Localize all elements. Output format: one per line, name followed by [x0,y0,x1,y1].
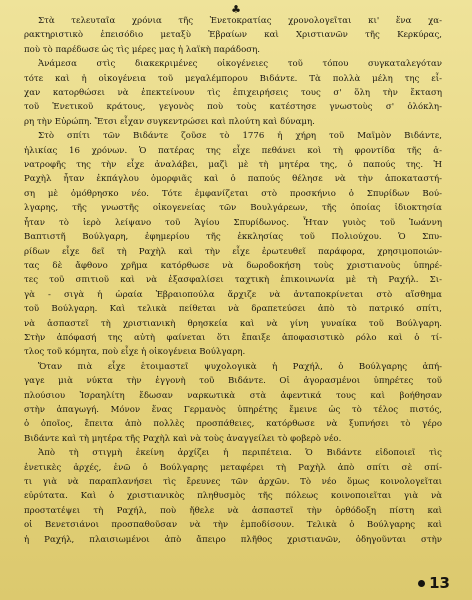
text-line: Βαπτιστῆ Βούλγαρη, ἐφημερίου τῆς ἐκκλησίας τοῦ Πολιούχου. Ὁ Σπυ- [24,232,442,243]
text-line: τι γιὰ νὰ παραπλανήσει τὶς ἔρευνες τῶν ἀρχῶν. Τὸ νέο ὅμως κοινολογεῖται [24,477,442,487]
text-line: τες τοῦ σπιτιοῦ καὶ νὰ ἐξασφαλίσει ταχτικὴ ἐπικοινωνία μὲ τὴ Ραχήλ. Σι- [24,275,442,286]
text-line: Ἀπὸ τὴ στιγμὴ ἐκείνη ἀρχίζει ἡ περιπέτεια. Ὁ Βιδάντε εἰδοποιεῖ τὶς [38,448,442,459]
text-line: ρίδων εἶχε δεῖ τὴ Ραχὴλ καὶ τὴν εἶχε ἐρωτευθεῖ παράφορα, χρησιμοποιών- [24,246,442,257]
text-line: νὰ ἀσπαστεῖ τὴ χριστιανικὴ θρησκεία καὶ νὰ γίνη γυναίκα τοῦ Βούλγαρη. [24,318,442,329]
text-line: τότε καὶ ἡ οἰκογένεια τοῦ μεγαλέμπορου Βιδάντε. Τὰ πολλὰ μέλη της εἶ- [24,73,442,84]
text-line: προστατέψει τὴ Ραχήλ, ποὺ ἤθελε νὰ ἀσπαστεῖ τὴν ὀρθόδοξη πίστη καὶ [24,505,442,516]
text-line: Ραχὴλ ἦταν ἐκπάγλου ὀμορφιᾶς καὶ ὁ παπούς θέλησε νὰ τὴν ἀποκαταστή- [24,174,442,185]
text-line: ἡ Ραχήλ, πλαισιωμένοι ἀπὸ ἄπειρο πλῆθος χριστιανῶν, ὁδηγοῦνται στὴν [24,534,442,545]
text-line: πλούσιου Ἰσραηλίτη ἔδωσαν ναρκωτικὰ στὰ ἀφεντικά τους καὶ βοήθησαν [24,390,442,401]
text-line: ἑνετικὲς ἀρχές, ἐνῶ ὁ Βούλγαρης μεταφέρει τὴ Ραχὴλ ἀπὸ σπίτι σὲ σπί- [24,462,442,473]
body-text [24,14,442,547]
bullet-icon [418,580,425,587]
text-line: οἱ Βενετσιάνοι προσπαθοῦσαν νὰ τὴν ἐμποδίσουν. Τελικὰ ὁ Βούλγαρης καὶ [24,520,442,531]
text-line: τοῦ Ἑνετικοῦ κράτους, γεγονὸς ποὺ τοὺς κατέστησε γνωστοὺς σ' ὁλόκλη- [24,102,442,113]
page-footer [418,574,450,592]
text-line: Στὸ σπίτι τῶν Βιδάντε ζοῦσε τὸ 1776 ἡ χήρη τοῦ Μαϊμὸν Βιδάντε, [38,131,442,142]
text-line: γαγε μιὰ νύκτα τὴν ἐγγονὴ τοῦ Βιδάντε. Οἱ ἀγορασμένοι ὑπηρέτες τοῦ [24,376,442,387]
text-line: ἦταν τὸ ἱερὸ λείψανο τοῦ Ἁγίου Σπυρίδωνος. Ἦταν γυιὸς τοῦ Ἰωάννη [24,217,442,228]
text-line: λγαρης, τῆς γνωστῆς οἰκογενείας τῶν Βουλγάρεων, τῆς ὁποίας ἰδιοκτησία [24,203,442,214]
text-line: τλος τοῦ κόμητα, ποὺ εἶχε ἡ οἰκογένεια Βούλγαρη. [24,347,246,358]
text-line: Ὅταν πιὰ εἶχε ἑτοιμαστεῖ ψυχολογικὰ ἡ Ραχήλ, ὁ Βούλγαρης ἀπή- [38,361,442,372]
text-line: Στὴν ἀπόφασή της αὐτὴ φαίνεται ὅτι ἔπαιξε ἀποφασιστικὸ ρόλο καὶ ὁ τί- [24,332,442,343]
text-line: εὐρύτατα. Καὶ ὁ χριστιανικὸς πληθυσμὸς τῆς πόλεως κοινοποιεῖται γιὰ νὰ [24,491,442,502]
text-line: ρη τὴν Εὐρώπη. Ἔτσι εἶχαν συγκεντρώσει καὶ πλούτη καὶ δύναμη. [24,116,315,127]
text-line: ἡλικίας 16 χρόνων. Ὁ πατέρας της εἶχε πεθάνει κοὶ τὴ φροντίδα τῆς ἀ- [24,145,442,156]
club-ornament-icon: ♣ [231,3,241,16]
text-line: ρακτηριστικὸ ἐπεισόδιο μεταξὺ Ἑβραίων καὶ Χριστιανῶν τῆς Κερκύρας, [24,30,442,41]
text-line: τοῦ Βούλγαρη. Καὶ τελικὰ πείθεται νὰ δραπετεύσει ἀπὸ τὸ πατρικό σπίτι, [24,304,442,315]
text-line: τας δὲ ἄφθονο χρῆμα κατόρθωσε νὰ δωροδοκήση τοὺς χριστιανοὺς ὑπηρέ- [24,260,442,271]
text-line: χαν κατορθώσει νὰ ἐπεκτείνουν τὶς ἐπιχειρήσεις τους σ' ὅλη τὴν ἔκταση [24,88,442,99]
text-line: Στὰ τελευταῖα χρόνια τῆς Ἑνετοκρατίας χρονολογεῖται κι' ἕνα χα- [38,16,442,26]
text-line: Ἀνάμεσα στὶς διακεκριμένες οἰκογένειες τοῦ τόπου συγκαταλεγόταν [38,59,442,70]
text-line: γὰ - σιγὰ ἡ ὡραία Ἑβραιοπούλα ἄρχιζε νὰ ἀνταποκρίνεται στὸ αἴσθημα [24,289,442,300]
text-line: ποὺ τὸ παρέδωσε ὡς τὶς μέρες μας ἡ λαϊκὴ παράδοση. [24,44,261,55]
text-line: ση μὲ ὁμόθρησκο νέο. Τότε ἐμφανίζεται στὸ προσκήνιο ὁ Σπυρίδων Βού- [24,188,442,199]
text-line: ὁ ὁποῖος, ἔπειτα ἀπὸ πολλὲς προσπάθειες, κατόρθωσε νὰ ξυπνήσει τὸ γέρο [24,419,442,430]
page-number: 13 [429,574,450,592]
text-line: στὴν ἀπαγωγή. Μόνον ἕνας Γερμανὸς ὑπηρέτης ἔμεινε ὡς τὸ τέλος πιστός, [24,404,442,415]
text-line: νατροφῆς της τὴν εἶχε ἀναλάβει, μαζὶ μὲ τὴ μητέρα της, ὁ παπούς της. Ἡ [24,160,442,171]
text-line: Βιδάντε καὶ τὴ μητέρα τῆς Ραχὴλ καὶ νὰ τοὺς ἀναγγείλει τὸ φοβερὸ νέο. [24,433,342,444]
